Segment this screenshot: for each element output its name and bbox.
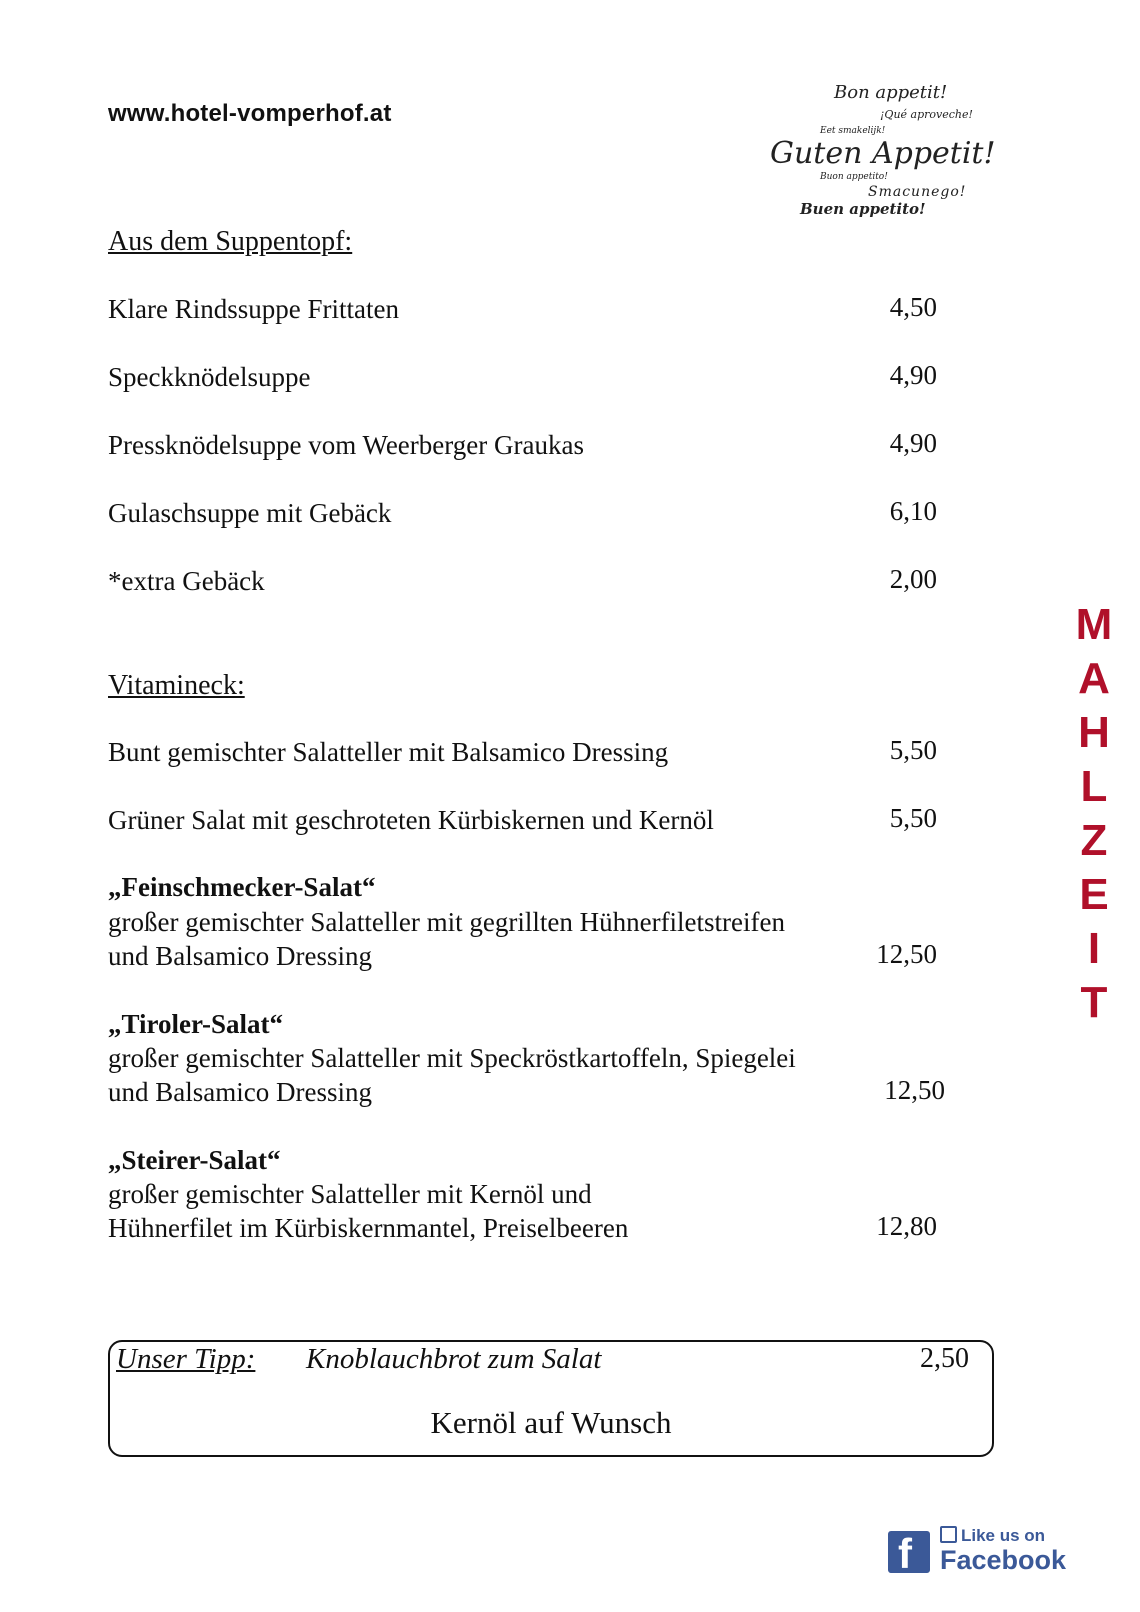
thumbs-up-icon xyxy=(940,1526,957,1543)
special-salad-description: großer gemischter Salatteller mit gegrillten Hühnerfiletstreifen xyxy=(108,907,786,937)
vertical-letter: T xyxy=(1080,978,1108,1027)
vertical-letter: Z xyxy=(1080,816,1108,865)
facebook-like-badge[interactable] xyxy=(888,1526,1067,1577)
special-salad-description: und Balsamico Dressing xyxy=(108,1077,372,1107)
greeting-buon-appetito: Buon appetito! xyxy=(820,172,888,182)
menu-item: Klare Rindssuppe Frittaten xyxy=(108,294,399,324)
menu-item: Speckknödelsuppe xyxy=(108,362,311,392)
menu-item: Bunt gemischter Salatteller mit Balsamico Dressing xyxy=(108,737,669,767)
greeting-eet-smakelijk: Eet smakelijk! xyxy=(820,126,886,136)
facebook-logo-icon: f xyxy=(888,1531,930,1573)
vertical-letter: A xyxy=(1078,654,1110,703)
menu-item: *extra Gebäck xyxy=(108,566,265,596)
special-salad-title: „Feinschmecker-Salat“ xyxy=(108,872,376,902)
vertical-letter: I xyxy=(1087,924,1101,973)
greeting-que-aproveche: ¡Qué aproveche! xyxy=(880,108,973,121)
greeting-smacunego: Smacunego! xyxy=(868,184,967,200)
section-heading-soup: Aus dem Suppentopf: xyxy=(108,226,353,257)
special-salad-title: „Tiroler-Salat“ xyxy=(108,1009,283,1039)
greeting-buen-appetito: Buen appetito! xyxy=(800,200,926,218)
menu-item-price: 4,90 xyxy=(889,428,937,458)
menu-item: Grüner Salat mit geschroteten Kürbiskernen und Kernöl xyxy=(108,805,714,835)
special-salad-price: 12,80 xyxy=(876,1211,937,1241)
special-salad-description: großer gemischter Salatteller mit Kernöl und xyxy=(108,1179,592,1209)
vertical-letter: M xyxy=(1075,600,1113,649)
special-salad-description: großer gemischter Salatteller mit Speckröstkartoffeln, Spiegelei xyxy=(108,1043,796,1073)
menu-item: Gulaschsuppe mit Gebäck xyxy=(108,498,392,528)
tip-label: Unser Tipp: xyxy=(116,1343,256,1375)
greetings-logo xyxy=(770,80,1030,240)
vertical-letter: H xyxy=(1078,708,1110,757)
menu-item-price: 5,50 xyxy=(889,803,937,833)
vertical-letter: L xyxy=(1080,762,1108,811)
vertical-letter: E xyxy=(1079,870,1109,919)
menu-item-price: 6,10 xyxy=(889,496,937,526)
menu-item-price: 4,50 xyxy=(889,292,937,322)
tip-subline: Kernöl auf Wunsch xyxy=(430,1405,672,1440)
special-salad-title: „Steirer-Salat“ xyxy=(108,1145,281,1175)
menu-item-price: 4,90 xyxy=(889,360,937,390)
special-salad-price: 12,50 xyxy=(876,939,937,969)
vertical-title-mahlzeit xyxy=(1072,598,1116,1030)
menu-item: Pressknödelsuppe vom Weerberger Graukas xyxy=(108,430,584,460)
section-heading-salad: Vitamineck: xyxy=(108,670,245,701)
tip-item: Knoblauchbrot zum Salat xyxy=(306,1343,602,1375)
menu-item-price: 5,50 xyxy=(889,735,937,765)
special-salad-price: 12,50 xyxy=(884,1075,945,1105)
special-salad-description: und Balsamico Dressing xyxy=(108,941,372,971)
facebook-like-text: Like us on xyxy=(961,1526,1046,1545)
greeting-guten-appetit: Guten Appetit! xyxy=(770,136,996,171)
facebook-name: Facebook xyxy=(940,1545,1067,1575)
menu-item-price: 2,00 xyxy=(889,564,937,594)
special-salad-description: Hühnerfilet im Kürbiskernmantel, Preiselbeeren xyxy=(108,1213,629,1243)
greeting-bon-appetit: Bon appetit! xyxy=(834,82,948,103)
tip-price: 2,50 xyxy=(920,1343,969,1374)
website-url: www.hotel-vomperhof.at xyxy=(108,100,392,127)
